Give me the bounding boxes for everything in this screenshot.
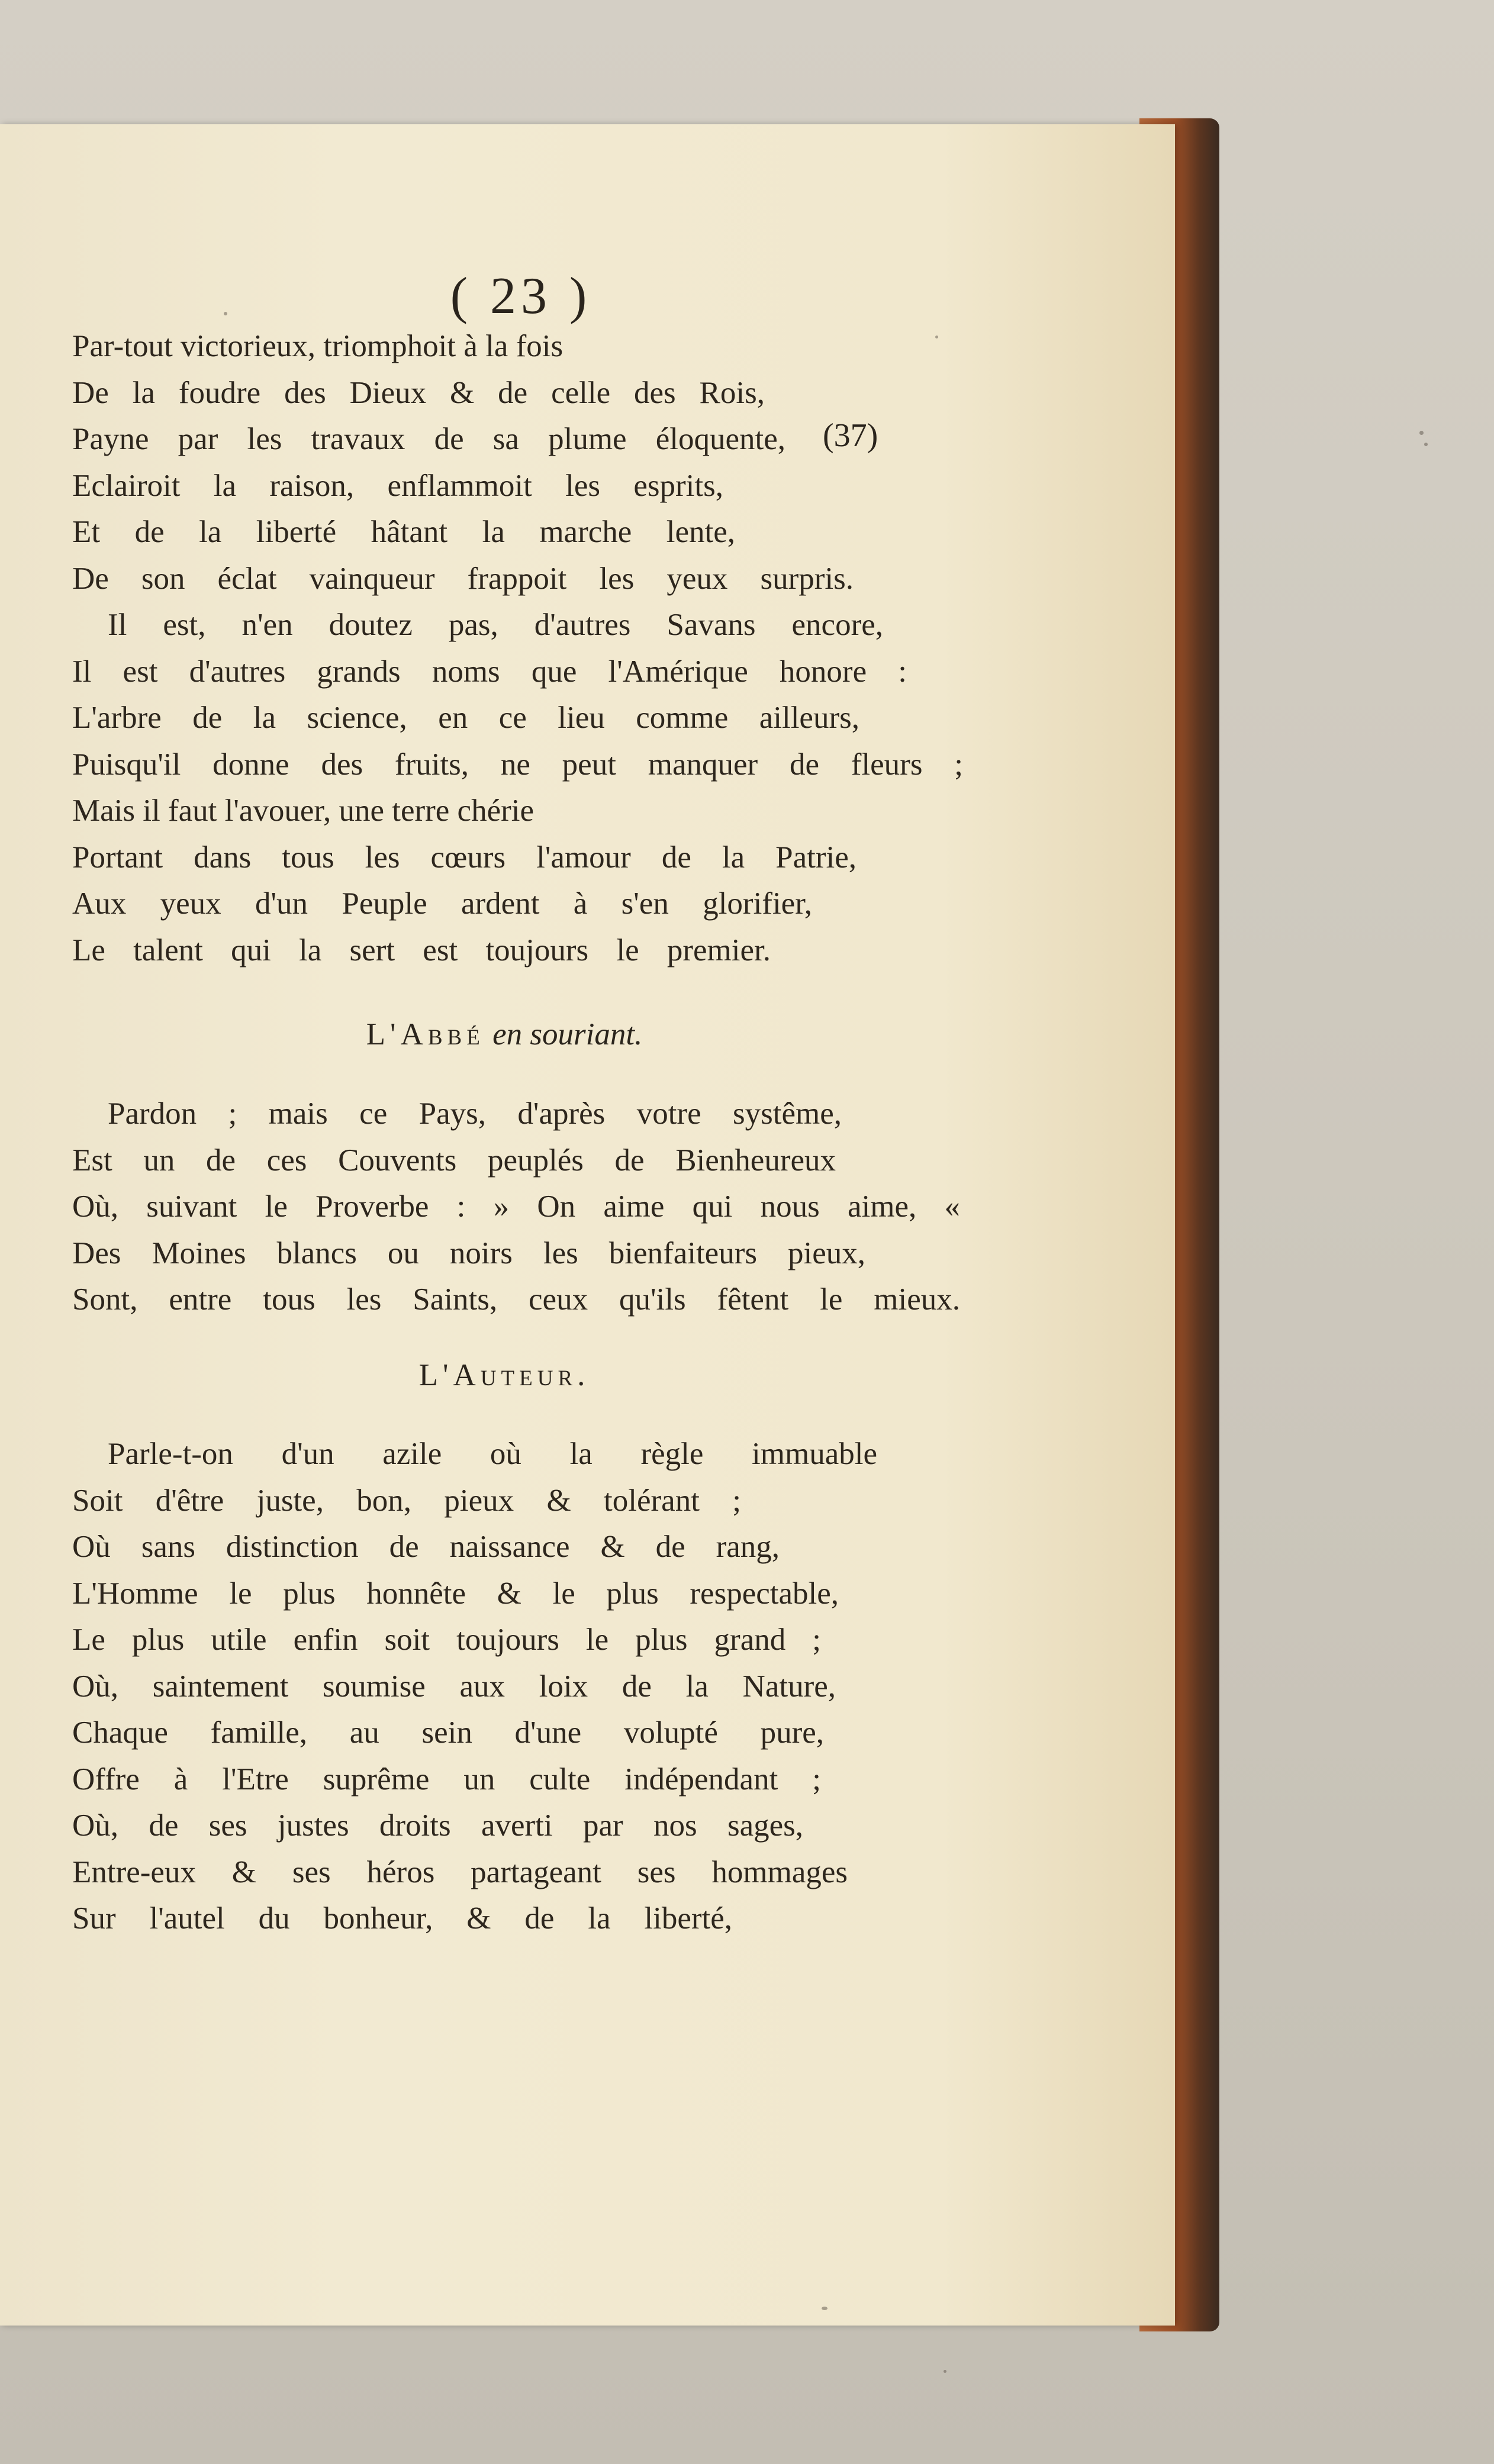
- stanza-3: [72, 1431, 936, 1942]
- verse-line: Où, suivant le Proverbe : » On aime qui nous aime, «: [72, 1189, 960, 1224]
- verse-line: De la foudre des Dieux & de celle des Rois,: [72, 375, 765, 410]
- verse-line: Eclairoit la raison, enflammoit les esprits,: [72, 468, 723, 503]
- verse-line: Pardon ; mais ce Pays, d'après votre systême,: [108, 1096, 842, 1131]
- verse-line: Chaque famille, au sein d'une volupté pure,: [72, 1715, 824, 1750]
- stanza-2: [72, 1091, 960, 1323]
- verse-line: Le talent qui la sert est toujours le premier.: [72, 933, 771, 967]
- verse-line: Parle-t-on d'un azile où la règle immuable: [108, 1437, 877, 1471]
- verse-line: Où, de ses justes droits averti par nos sages,: [72, 1808, 803, 1843]
- speaker-name: L'Auteur.: [418, 1358, 590, 1392]
- verse-line: Mais il faut l'avouer, une terre chérie: [72, 794, 534, 828]
- speck: [944, 2370, 946, 2373]
- verse-line: Aux yeux d'un Peuple ardent à s'en glorifier,: [72, 886, 812, 921]
- verse-line: Il est, n'en doutez pas, d'autres Savans encore,: [108, 608, 883, 642]
- verse-line: De son éclat vainqueur frappoit les yeux surpris.: [72, 561, 854, 596]
- speaker-name: L'Abbé: [366, 1017, 485, 1052]
- verse-line: L'arbre de la science, en ce lieu comme ailleurs,: [72, 701, 859, 735]
- verse-line: Le plus utile enfin soit toujours le plus grand ;: [72, 1623, 821, 1657]
- verse-line: Soit d'être juste, bon, pieux & tolérant ;: [72, 1483, 741, 1518]
- speck: [935, 336, 938, 338]
- footnote-marker: (37): [823, 417, 878, 454]
- speaker-heading-auteur: [72, 1357, 936, 1393]
- verse-line: Et de la liberté hâtant la marche lente,: [72, 515, 735, 549]
- stanza-1: [72, 323, 963, 973]
- verse-line: Des Moines blancs ou noirs les bienfaiteurs pieux,: [72, 1236, 865, 1270]
- verse-line: Où, saintement soumise aux loix de la Nature,: [72, 1669, 836, 1704]
- page-number: ( 23 ): [450, 267, 592, 325]
- verse-line: Portant dans tous les cœurs l'amour de la Patrie,: [72, 840, 857, 875]
- verse-line: Où sans distinction de naissance & de rang,: [72, 1530, 780, 1564]
- verse-line: Est un de ces Couvents peuplés de Bienheureux: [72, 1143, 836, 1178]
- verse-line: Entre-eux & ses héros partageant ses hommages: [72, 1855, 848, 1889]
- verse-line: Puisqu'il donne des fruits, ne peut manquer de fleurs ;: [72, 747, 963, 782]
- speck: [1424, 443, 1428, 446]
- speck: [224, 312, 227, 315]
- verse-line: Par-tout victorieux, triomphoit à la fois: [72, 329, 564, 363]
- verse-line: Il est d'autres grands noms que l'Amérique honore :: [72, 654, 907, 689]
- speaker-heading-abbe: [72, 1017, 936, 1052]
- verse-line: Sur l'autel du bonheur, & de la liberté,: [72, 1901, 732, 1936]
- verse-line: Sont, entre tous les Saints, ceux qu'ils fêtent le mieux.: [72, 1282, 960, 1317]
- stage-direction: en souriant.: [492, 1017, 643, 1052]
- verse-line: Offre à l'Etre suprême un culte indépendant ;: [72, 1762, 821, 1797]
- verse-line: Payne par les travaux de sa plume éloquente,: [72, 422, 785, 456]
- speck: [1419, 431, 1424, 435]
- speck: [822, 2307, 828, 2310]
- verse-line: L'Homme le plus honnête & le plus respectable,: [72, 1576, 839, 1611]
